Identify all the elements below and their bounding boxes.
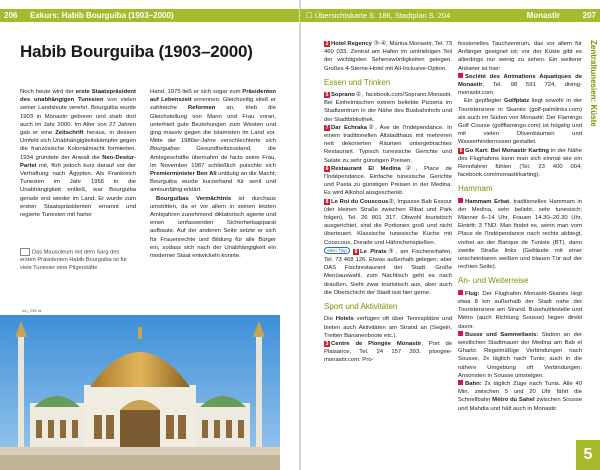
bullet-icon: [458, 380, 463, 385]
transport-bus: Busse und Sammeltaxis: Station an der westlichen Stadtmauer der Medina am Bab el Gharbi. Regelmäßige Verbindungen nach Sousse, 2x täglich nach Tunis; auch in die nähere Umgebung oft Verbindungen. Ansonsten in Sousse umsteigen.: [458, 331, 582, 379]
minaret-left: [18, 337, 24, 447]
right-column-1: [324, 40, 452, 365]
legacy-paragraph: Bourguibas Vermächtnis ist durchaus umstritten, da er vor allem in seinen letzten Amtsjahren zunehmend diktatorisch agierte und einen umfassenden Sicherheitsapparat aufbaute. Auf der anderen Seite setzte er sich für Frauenrechte und Bildung für alle Bürger ein, sodass sich nach der Unabhängigkeit ein moderner Staat entwickeln konnte.: [150, 195, 276, 260]
restaurant-roi-du-couscous: 8 Le Roi du Couscous②, Impasse Bab Essour (der kleinen Straße zwischen Ribat und Park folgen), Tel. 26 801 317. Obwohl touristisch ausgerichtet, sind die Portionen groß und nicht überteuert. Klassische tunesische Küche mit Couscous, Dorade und Hähnchenspießen.: [324, 198, 452, 246]
right-header-title: Monastir: [526, 11, 560, 20]
photo-caption: Das Mausoleum mit dem Sarg des ersten Präsidenten Habib Bourguiba ist für viele Tunesier eine Pilgerstätte: [20, 249, 128, 271]
left-header-title: Exkurs: Habib Bourguiba (1903–2000): [30, 11, 174, 20]
restaurant-soprano: 5 Soprano②, facebook.com/Soprano.Monastir. Bei Einheimischen extrem beliebte Pizzeria im Stadtzentrum in der Nähe des Busbahnhofs und der Stadtbibliothek.: [324, 92, 452, 123]
right-page-number: 207: [582, 11, 596, 20]
section-hammam: Hammam: [458, 184, 493, 194]
bullet-icon: [458, 290, 463, 295]
left-column-2: [150, 88, 276, 260]
tip-badge: Mein Tipp: [324, 247, 350, 254]
mausoleum-illustration: [0, 315, 280, 470]
section-food: Essen und Trinken: [324, 77, 391, 87]
right-column-2: [458, 40, 582, 413]
right-page-header: [300, 9, 600, 22]
restaurant-dar-echraka: 7 Dar Echraka②, Ave de l'Indépendance. In einem traditionellen Altstadthaus mit mehreren nett dekorierten Räumen untergebrachtes Restaurant. Typisch tunesische Gerichte und Salate zu sehr günstigen Preisen.: [324, 124, 452, 164]
reign-paragraph: Hand. 1975 ließ er sich sogar zum Präsidenten auf Lebenszeit ernennen. Gleichzeitig stieß er zahlreiche Reformen an, trieb die Gleichstellung von Mann und Frau voran, unterhielt gute Beziehungen zum Westen und ging massiv gegen die Islamisten im Land vor. Mitte der 1980er-Jahre verschlechterte sich Bourguibas Gesundheitszustand, die Amtsgeschäfte übernahm de facto seine Frau. Im November 1987 schließlich putschte sich Premierminister Ben Ali unblutig an die Macht; Bourguiba wurde kurzerhand für senil und amtsunfähig erklärt.: [150, 89, 276, 194]
sport-hotels: Die Hotels verfügen oft über Tennisplätze und bieten auch Aktivitäten am Strand an (Segeln, Tretten Bananenboote etc.).: [324, 316, 452, 339]
bullet-icon: [458, 198, 463, 203]
bullet-icon: [458, 73, 463, 78]
bullet-icon: [458, 331, 463, 336]
checkbox-icon: ☐: [306, 11, 315, 20]
left-page-header: [0, 9, 300, 22]
photo-tag: tun_238 sk: [22, 308, 42, 313]
chapter-number: 5: [576, 440, 600, 470]
aquatic-animations: Société des Animations Aquatiques de Monastir, Tel. 98 591 724, diving-monastir.com.: [458, 73, 582, 97]
mausoleum-photo: [0, 315, 280, 470]
hammam-entry: Hammam Erbat, traditionelles Hammam in der Medina, sehr beliebt, sehr tunesisch; Männer 6–14 Uhr, Frauen 14.30–20.30 Uhr, Eintritt: 3 TND. Man findet es, wenn man vom Place de l'Indépendance nach rechts abbiegt, vorbei an der Banque de Tunisie (BT), dann zweite Straße links (Gebäude mit einer unscheinbaren weißen und blauen Tür auf der rechten Seite).: [458, 198, 582, 271]
transport-flight: Flug: Der Flughafen Monastir-Skanès liegt etwa 8 km außerhalb der Stadt nahe der Touristenzone am Strand. Busshuttlestelle und Métro (auch Richtung Sousse) liegen direkt davor.: [458, 290, 582, 330]
hotel-entry: 2 Hotel Regency ③-④, Marina Monastir, Tel. 73 460 033. Zentral am Hafen im umtriebigen Teil der wichtigsten Sehenswürdigkeiten gelegen. Großes 4-Sterne-Hotel mit All-Inclusive-Option.: [324, 41, 453, 72]
section-sport: Sport und Aktivitäten: [324, 302, 398, 312]
side-tab-label: Zentraltunesien: Küste: [589, 40, 598, 127]
go-kart-entry: 6 Go Kart: Bel Monastir Karting in der Nähe des Flughafens kann man sich einmal wie ein Rennfahrer fühlen (Tel. 23 400 004, facebook.com/monastirkarting).: [458, 147, 582, 179]
golf-paragraph: Ein gepflegter Golfplatz liegt sowohl in der Touristenzone in Skanès (golf-palmlinks.com) als auch im Süden von Monastir: Der Flamingo Golf Course (golfflamingo.com) ist hügelig und mit vielen Olivenbäumen und Wasserhindernissen gestaltet.: [458, 98, 582, 146]
section-arrival: An- und Weiterreise: [458, 276, 529, 286]
header-overview-ref: ☐ Übersichtskarte S. 186, Stadtplan S. 204: [306, 11, 451, 20]
left-column-1: [20, 88, 136, 219]
photo-icon: [20, 248, 30, 256]
restaurant-le-pirate: Mein Tipp 9 Le Pirate③, am Fischereihafen, Tel. 73 468 126. Etwas außerhalb gelegen, aber DAS Fischrestaurant der Stadt. Große Menüauswahl, zum Nachtisch geht es nach draußen. Sieht zwar touristisch aus, aber auch die Oberschicht der Stadt isst hier gerne.: [324, 247, 453, 296]
diving-continued: fessionelles Tauchzentrum, das vor allem für Anfänger geeignet ist; vor der Küste gibt es allerdings nur wenig zu sehen. Ein weiterer Anbieter ist hier:: [458, 41, 582, 72]
minaret-right: [256, 337, 262, 447]
restaurant-el-medina: 6 Restaurant El Medina②, Place de l'Indépendance. Einfache tunesische Gerichte und Pasta zu günstigen Preisen in der Medina. Es wird Alkohol ausgeschenkt.: [324, 165, 452, 197]
left-page-number: 206: [4, 11, 18, 20]
page-heading: Habib Bourguiba (1903–2000): [20, 42, 253, 61]
diving-centre: 3 Centre de Plongée Monastir, Port de Plaisance, Tel. 24 157 393, plongee-monastir.com. Pro-: [324, 340, 453, 364]
transport-train: Bahn: 2x täglich Züge nach Tunis. Alle 40 Min. zwischen 5 und 20 Uhr fährt die Schnellbahn Métro du Sahel zwischen Sousse und Mahdia und hält auch in Monastir.: [458, 380, 582, 412]
bio-paragraph: Noch heute wird der erste Staatspräsident des unabhängigen Tunesien von vielen seiner Landsleute verehrt. Bourguiba wurde 1903 in Monastir geboren und starb dort auch im Jahr 2000. Im Alter von 27 Jahren gab er eine Zeitschrift heraus, in dessen Umfeld sich Unabhängigkeitskämpfer gegen die französische Kolonialmacht formierten. 1934 gründete der Anwalt die Neo-Destur-Partei mit, floh jedoch kurz darauf vor der Verhaftung nach Ägypten. Als Frankreich Tunesien im Jahr 1956 in die Unabhängigkeit entließ, war Bourguiba gerade erst wieder im Land. Er wurde zum ersten Staatspräsidenten ernannt und regierte Tunesien mit harter: [20, 89, 136, 219]
right-page: [300, 0, 600, 470]
